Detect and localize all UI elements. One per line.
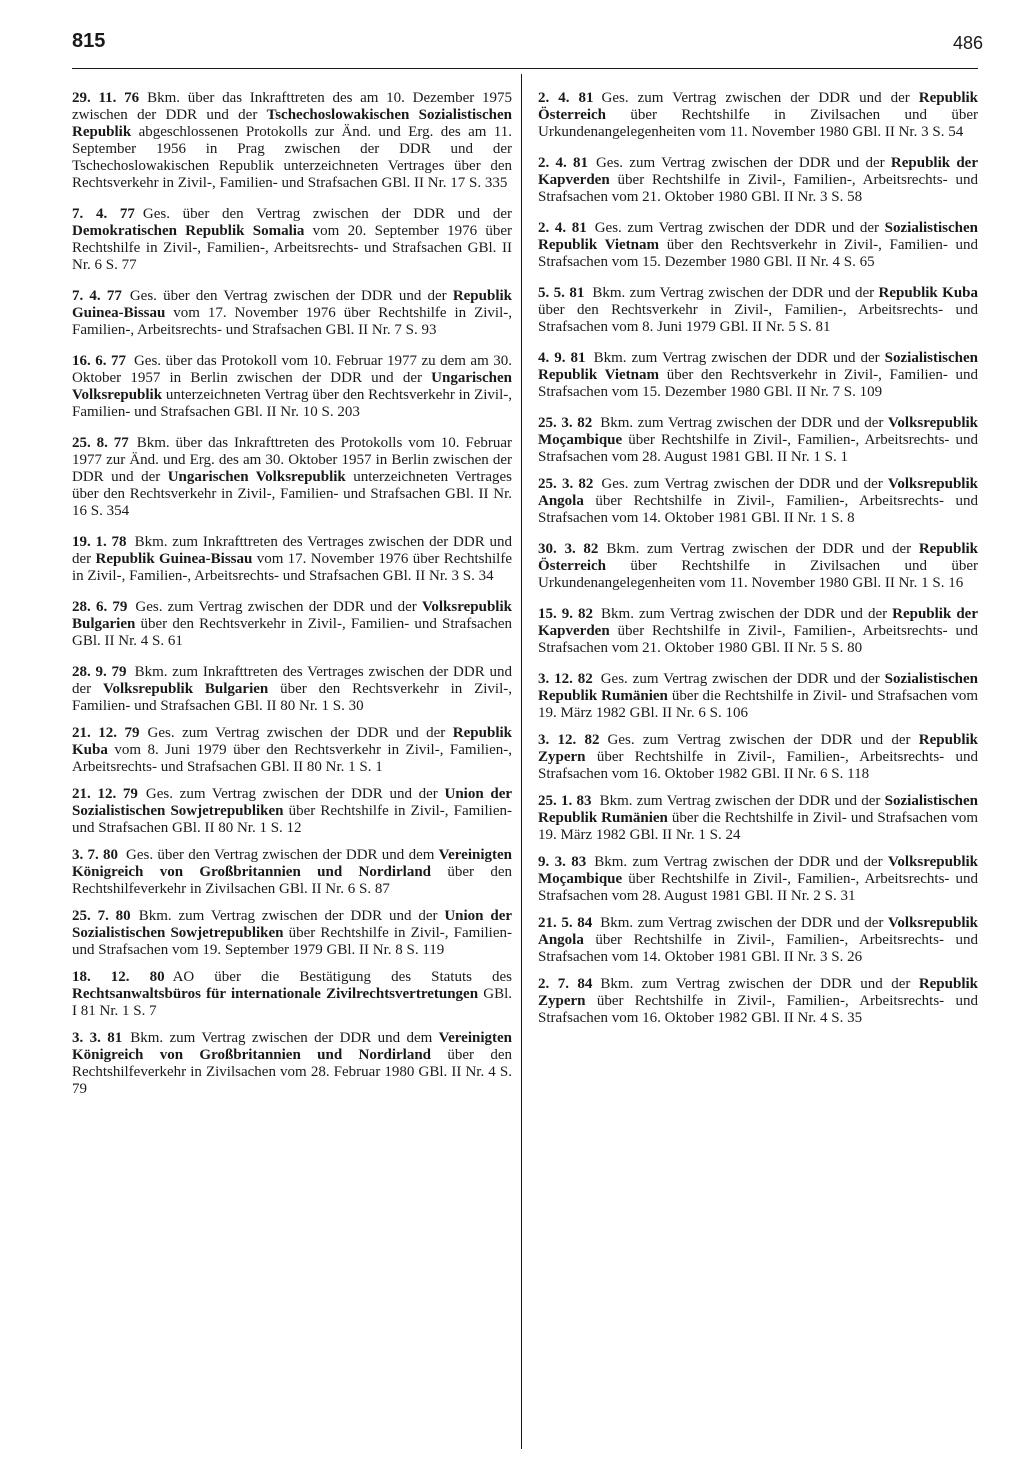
entry-text: über den Rechtsverkehr in Zivil-, Familien- und Strafsachen GBl. II Nr. 4 S. 61 xyxy=(72,616,512,649)
entry-party-name: Ungarischen Volksrepublik xyxy=(167,469,346,485)
right-column xyxy=(538,90,978,1027)
header-rule xyxy=(72,68,978,69)
entry-date: 2. 7. 84 xyxy=(538,976,593,992)
entry-party-name: Republik Zypern xyxy=(538,732,978,765)
citation-entry xyxy=(72,908,512,959)
entry-party-name: Republik Kuba xyxy=(878,285,979,301)
entry-party-name: Rechtsanwaltsbüros für internationale Zivilrechtsvertretungen xyxy=(72,986,479,1002)
entry-date: 2. 4. 81 xyxy=(538,220,587,236)
entry-text: über Rechtshilfe in Zivilsachen und über Urkundenangelegenheiten vom 11. November 1980 GBl. II Nr. 1 S. 16 xyxy=(538,558,978,591)
entry-party-name: Volksrepublik Moçambique xyxy=(538,854,979,887)
entry-date: 3. 12. 82 xyxy=(538,671,593,687)
entry-text: AO über die Bestätigung des Statuts des xyxy=(172,969,512,985)
citation-entry xyxy=(538,541,978,592)
entry-text: Ges. zum Vertrag zwischen der DDR und der xyxy=(607,732,919,748)
entry-party-name: Vereinigten Königreich von Großbritannien und Nordirland xyxy=(72,1030,513,1063)
entry-party-name: Sozialistischen Republik Vietnam xyxy=(538,220,978,253)
page-number-left: 815 xyxy=(72,30,106,52)
citation-entry xyxy=(72,206,512,274)
citation-entry xyxy=(72,664,512,715)
page-number-right: 486 xyxy=(953,33,984,53)
entry-text: über Rechtshilfe in Zivil-, Familien- und Strafsachen vom 19. September 1979 GBl. II Nr. 8 S. 119 xyxy=(72,925,512,958)
entry-text: Ges. zum Vertrag zwischen der DDR und der xyxy=(147,725,453,741)
entry-text: vom 17. November 1976 über Rechtshilfe in Zivil-, Familien-, Arbeitsrechts- und Strafsachen GBl. II Nr. 7 S. 93 xyxy=(72,305,512,338)
entry-date: 3. 12. 82 xyxy=(538,732,600,748)
citation-entry xyxy=(538,155,978,206)
entry-date: 19. 1. 78 xyxy=(72,534,127,550)
entry-text: über Rechtshilfe in Zivil-, Familien-, Arbeitsrechts- und Strafsachen vom 16. Oktober 1982 GBl. II Nr. 4 S. 35 xyxy=(538,993,978,1026)
entry-party-name: Volksrepublik Bulgarien xyxy=(103,681,269,697)
entry-text: Bkm. zum Vertrag zwischen der DDR und dem xyxy=(130,1030,439,1046)
entry-text: Ges. zum Vertrag zwischen der DDR und der xyxy=(594,220,885,236)
entry-party-name: Tschechoslowakischen Sozialistischen Republik xyxy=(72,107,512,140)
entry-party-name: Ungarischen Volksrepublik xyxy=(72,370,512,403)
entry-party-name: Demokratischen Republik Somalia xyxy=(72,223,305,239)
citation-entry xyxy=(538,976,978,1027)
citation-entry xyxy=(538,285,978,336)
citation-entry xyxy=(72,435,512,520)
entry-text: Ges. zum Vertrag zwischen der DDR und der xyxy=(595,155,891,171)
entry-text: abgeschlossenen Protokolls zur Änd. und Erg. des am 11. September 1956 in Prag zwischen der DDR und der Tschechoslowakischen Republik unterzeichneten Vertrages über den Rechtsverkehr in Zivil-, Familien- und Strafsachen GBl. II Nr. 17 S. 335 xyxy=(72,124,512,191)
entry-text: GBl. I 81 Nr. 1 S. 7 xyxy=(72,986,512,1019)
entry-text: über die Rechtshilfe in Zivil- und Strafsachen vom 19. März 1982 GBl. II Nr. 6 S. 106 xyxy=(538,688,978,721)
citation-entry xyxy=(72,786,512,837)
entry-text: unterzeichneten Vertrages über den Rechtsverkehr in Zivil-, Familien- und Strafsachen GBl. II Nr. 16 S. 354 xyxy=(72,469,513,519)
citation-entry xyxy=(538,915,978,966)
entry-party-name: Volksrepublik Moçambique xyxy=(538,415,979,448)
entry-text: über den Rechtshilfeverkehr in Zivilsachen vom 28. Februar 1980 GBl. II Nr. 4 S. 79 xyxy=(72,1047,512,1097)
citation-entry xyxy=(538,606,978,657)
entry-text: Ges. über den Vertrag zwischen der DDR und dem xyxy=(126,847,439,863)
entry-text: vom 20. September 1976 über Rechtshilfe in Zivil-, Familien-, Arbeitsrechts- und Strafsachen GBl. II Nr. 6 S. 77 xyxy=(72,223,512,273)
entry-text: Ges. über den Vertrag zwischen der DDR und der xyxy=(129,288,453,304)
entry-text: Bkm. über das Inkrafttreten des Protokolls vom 10. Februar 1977 zur Änd. und Erg. des am 30. Oktober 1957 in Berlin zwischen der DDR und der xyxy=(72,435,513,485)
entry-party-name: Republik Zypern xyxy=(538,976,979,1009)
entry-party-name: Sozialistischen Republik Rumänien xyxy=(538,671,978,704)
entry-text: Ges. über das Protokoll vom 10. Februar 1977 zu dem am 30. Oktober 1957 in Berlin zwischen der DDR und der xyxy=(72,353,512,386)
entry-date: 25. 3. 82 xyxy=(538,415,593,431)
citation-entry xyxy=(72,90,512,192)
citation-entry xyxy=(538,415,978,466)
entry-party-name: Republik Österreich xyxy=(538,90,978,123)
entry-text: unterzeichneten Vertrag über den Rechtsverkehr in Zivil-, Familien- und Strafsachen GBl. II Nr. 10 S. 203 xyxy=(72,387,512,420)
entry-date: 2. 4. 81 xyxy=(538,90,594,106)
citation-entry xyxy=(538,350,978,401)
entry-party-name: Vereinigten Königreich von Großbritannien und Nordirland xyxy=(72,847,513,880)
entry-text: Bkm. zum Inkrafttreten des Vertrages zwischen der DDR und der xyxy=(72,664,512,697)
entry-text: Bkm. zum Vertrag zwischen der DDR und der xyxy=(600,415,888,431)
entry-party-name: Union der Sozialistischen Sowjetrepubliken xyxy=(72,786,513,819)
entry-text: Bkm. zum Vertrag zwischen der DDR und der xyxy=(600,976,919,992)
entry-text: Bkm. zum Inkrafttreten des Vertrages zwischen der DDR und der xyxy=(72,534,512,567)
entry-text: über den Rechtsverkehr in Zivil-, Familien-, Arbeitsrechts- und Strafsachen vom 8. Juni 1979 GBl. II Nr. 5 S. 81 xyxy=(538,302,978,335)
entry-date: 21. 12. 79 xyxy=(72,725,140,741)
entry-text: vom 8. Juni 1979 über den Rechtsverkehr in Zivil-, Familien-, Arbeitsrechts- und Strafsachen GBl. II 80 Nr. 1 S. 1 xyxy=(72,742,512,775)
citation-entry xyxy=(72,288,512,339)
citation-entry xyxy=(538,793,978,844)
entry-date: 3. 3. 81 xyxy=(72,1030,123,1046)
entry-text: Bkm. zum Vertrag zwischen der DDR und der xyxy=(138,908,445,924)
entry-text: über Rechtshilfe in Zivil-, Familien-, Arbeitsrechts- und Strafsachen vom 16. Oktober 1982 GBl. II Nr. 6 S. 118 xyxy=(538,749,978,782)
entry-text: über den Rechtsverkehr in Zivil-, Familien- und Strafsachen GBl. II 80 Nr. 1 S. 30 xyxy=(72,681,512,714)
entry-date: 30. 3. 82 xyxy=(538,541,599,557)
entry-text: Ges. zum Vertrag zwischen der DDR und der xyxy=(135,599,422,615)
entry-text: Ges. über den Vertrag zwischen der DDR und der xyxy=(142,206,512,222)
entry-date: 7. 4. 77 xyxy=(72,206,135,222)
citation-entry xyxy=(72,353,512,421)
entry-date: 25. 7. 80 xyxy=(72,908,131,924)
entry-date: 21. 12. 79 xyxy=(72,786,138,802)
entry-date: 25. 3. 82 xyxy=(538,476,594,492)
entry-date: 15. 9. 82 xyxy=(538,606,594,622)
citation-entry xyxy=(538,732,978,783)
entry-date: 28. 6. 79 xyxy=(72,599,128,615)
column-divider xyxy=(521,74,522,1449)
entry-date: 28. 9. 79 xyxy=(72,664,127,680)
entry-text: über Rechtshilfe in Zivil-, Familien-, Arbeitsrechts- und Strafsachen vom 28. August 1981 GBl. II Nr. 2 S. 31 xyxy=(538,871,978,904)
citation-entry xyxy=(538,854,978,905)
entry-date: 4. 9. 81 xyxy=(538,350,586,366)
entry-text: über Rechtshilfe in Zivil-, Familien-, Arbeitsrechts- und Strafsachen vom 14. Oktober 1981 GBl. II Nr. 1 S. 8 xyxy=(538,493,978,526)
citation-entry xyxy=(538,476,978,527)
entry-date: 21. 5. 84 xyxy=(538,915,593,931)
entry-text: Bkm. zum Vertrag zwischen der DDR und der xyxy=(593,350,885,366)
entry-text: Bkm. zum Vertrag zwischen der DDR und der xyxy=(601,606,893,622)
entry-text: über Rechtshilfe in Zivil-, Familien-, Arbeitsrechts- und Strafsachen vom 21. Oktober 1980 GBl. II Nr. 5 S. 80 xyxy=(538,623,978,656)
entry-date: 25. 1. 83 xyxy=(538,793,592,809)
entry-date: 29. 11. 76 xyxy=(72,90,140,106)
entry-text: Ges. zum Vertrag zwischen der DDR und der xyxy=(601,476,888,492)
entry-text: Ges. zum Vertrag zwischen der DDR und der xyxy=(601,90,919,106)
entry-text: über Rechtshilfe in Zivil-, Familien-, Arbeitsrechts- und Strafsachen vom 14. Oktober 1981 GBl. II Nr. 3 S. 26 xyxy=(538,932,978,965)
citation-entry xyxy=(72,534,512,585)
entry-text: über Rechtshilfe in Zivil-, Familien-, Arbeitsrechts- und Strafsachen vom 28. August 1981 GBl. II Nr. 1 S. 1 xyxy=(538,432,978,465)
entry-text: Bkm. über das Inkrafttreten des am 10. Dezember 1975 zwischen der DDR und der xyxy=(72,90,512,123)
entry-date: 3. 7. 80 xyxy=(72,847,119,863)
entry-party-name: Republik der Kapverden xyxy=(538,155,978,188)
citation-entry xyxy=(538,90,978,141)
entry-party-name: Sozialistischen Republik Vietnam xyxy=(538,350,979,383)
entry-date: 16. 6. 77 xyxy=(72,353,126,369)
entry-date: 25. 8. 77 xyxy=(72,435,129,451)
entry-party-name: Volksrepublik Bulgarien xyxy=(72,599,512,632)
entry-party-name: Sozialistischen Republik Rumänien xyxy=(538,793,979,826)
entry-party-name: Republik Guinea-Bissau xyxy=(72,288,513,321)
entry-party-name: Republik Österreich xyxy=(538,541,979,574)
citation-entry xyxy=(72,1030,512,1098)
entry-party-name: Volksrepublik Angola xyxy=(538,476,978,509)
entry-text: über den Rechtsverkehr in Zivil-, Familien- und Strafsachen vom 15. Dezember 1980 GBl. II Nr. 4 S. 65 xyxy=(538,237,979,270)
entry-text: Bkm. zum Vertrag zwischen der DDR und der xyxy=(592,285,879,301)
entry-text: Bkm. zum Vertrag zwischen der DDR und der xyxy=(594,854,888,870)
citation-entry xyxy=(72,969,512,1020)
entry-text: über den Rechtshilfeverkehr in Zivilsachen GBl. II Nr. 6 S. 87 xyxy=(72,864,512,897)
entry-text: über Rechtshilfe in Zivilsachen und über Urkundenangelegenheiten vom 11. November 1980 GBl. II Nr. 3 S. 54 xyxy=(538,107,978,140)
entry-party-name: Union der Sozialistischen Sowjetrepubliken xyxy=(72,908,513,941)
entry-party-name: Republik Guinea-Bissau xyxy=(95,551,253,567)
entry-date: 7. 4. 77 xyxy=(72,288,122,304)
entry-party-name: Volksrepublik Angola xyxy=(538,915,979,948)
entry-date: 2. 4. 81 xyxy=(538,155,588,171)
entry-text: über die Rechtshilfe in Zivil- und Strafsachen vom 19. März 1982 GBl. II Nr. 1 S. 24 xyxy=(538,810,978,843)
entry-date: 9. 3. 83 xyxy=(538,854,587,870)
citation-entry xyxy=(538,671,978,722)
entry-text: Bkm. zum Vertrag zwischen der DDR und der xyxy=(600,915,888,931)
entry-text: Ges. zum Vertrag zwischen der DDR und der xyxy=(600,671,885,687)
left-column xyxy=(72,90,512,1098)
entry-party-name: Republik der Kapverden xyxy=(538,606,978,639)
entry-text: Bkm. zum Vertrag zwischen der DDR und der xyxy=(599,793,885,809)
entry-text: Ges. zum Vertrag zwischen der DDR und der xyxy=(145,786,445,802)
citation-entry xyxy=(72,599,512,650)
entry-text: vom 17. November 1976 über Rechtshilfe in Zivil-, Familien-, Arbeitsrechts- und Strafsachen GBl. II Nr. 3 S. 34 xyxy=(72,551,513,584)
entry-date: 18. 12. 80 xyxy=(72,969,165,985)
entry-date: 5. 5. 81 xyxy=(538,285,585,301)
citation-entry xyxy=(72,847,512,898)
entry-text: über Rechtshilfe in Zivil-, Familien-, Arbeitsrechts- und Strafsachen vom 21. Oktober 1980 GBl. II Nr. 3 S. 58 xyxy=(538,172,978,205)
citation-entry xyxy=(72,725,512,776)
citation-entry xyxy=(538,220,978,271)
entry-text: über Rechtshilfe in Zivil-, Familien- und Strafsachen GBl. II 80 Nr. 1 S. 12 xyxy=(72,803,512,836)
entry-party-name: Republik Kuba xyxy=(72,725,512,758)
entry-text: Bkm. zum Vertrag zwischen der DDR und der xyxy=(606,541,919,557)
entry-text: über den Rechtsverkehr in Zivil-, Familien- und Strafsachen vom 15. Dezember 1980 GBl. II Nr. 7 S. 109 xyxy=(538,367,979,400)
